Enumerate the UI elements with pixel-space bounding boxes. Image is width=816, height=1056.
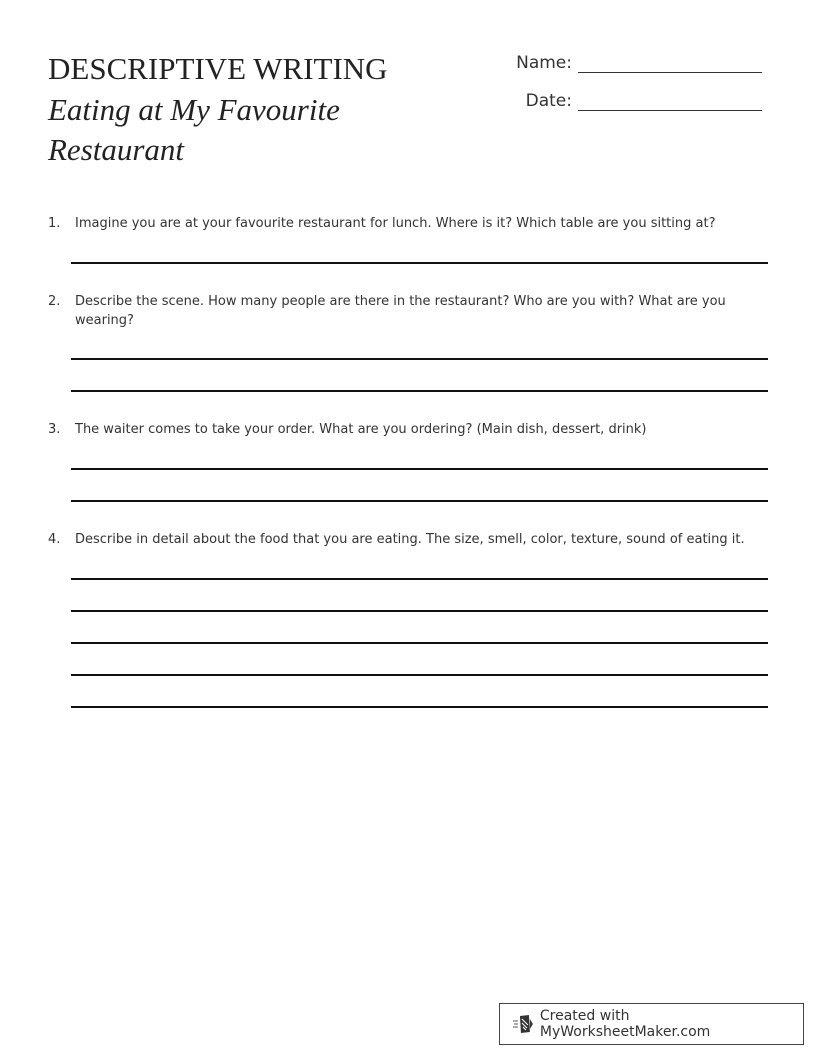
answer-line[interactable] bbox=[71, 674, 768, 676]
date-input-line[interactable] bbox=[578, 90, 762, 111]
answer-line[interactable] bbox=[71, 642, 768, 644]
worksheet-logo-icon bbox=[512, 1013, 534, 1035]
question-number: 3. bbox=[48, 422, 61, 437]
answer-line[interactable] bbox=[71, 468, 768, 470]
answer-line[interactable] bbox=[71, 358, 768, 360]
answer-line[interactable] bbox=[71, 610, 768, 612]
question-text: Describe the scene. How many people are there in the restaurant? Who are you with? What are you wearing? bbox=[75, 294, 726, 328]
answer-line[interactable] bbox=[71, 500, 768, 502]
question-3 bbox=[48, 420, 768, 439]
worksheet-title: DESCRIPTIVE WRITING bbox=[48, 51, 388, 86]
created-with-text: Created with MyWorksheetMaker.com bbox=[539, 1008, 711, 1040]
question-text: The waiter comes to take your order. What are you ordering? (Main dish, dessert, drink) bbox=[75, 422, 647, 437]
answer-line[interactable] bbox=[71, 262, 768, 264]
question-2 bbox=[48, 292, 768, 330]
name-input-line[interactable] bbox=[578, 52, 762, 73]
question-number: 1. bbox=[48, 216, 61, 231]
date-field[interactable] bbox=[512, 90, 762, 111]
question-number: 2. bbox=[48, 294, 61, 309]
question-text: Imagine you are at your favourite restaurant for lunch. Where is it? Which table are you sitting at? bbox=[75, 216, 716, 231]
answer-line[interactable] bbox=[71, 578, 768, 580]
answer-line[interactable] bbox=[71, 706, 768, 708]
question-number: 4. bbox=[48, 532, 61, 547]
question-1 bbox=[48, 214, 768, 233]
date-label: Date: bbox=[525, 91, 572, 111]
name-label: Name: bbox=[516, 53, 572, 73]
worksheet-subtitle: Eating at My Favourite Restaurant bbox=[48, 92, 340, 167]
question-text: Describe in detail about the food that you are eating. The size, smell, color, texture, sound of eating it. bbox=[75, 532, 745, 547]
answer-line[interactable] bbox=[71, 390, 768, 392]
question-4 bbox=[48, 530, 768, 549]
name-field[interactable] bbox=[512, 52, 762, 73]
created-with-badge[interactable] bbox=[499, 1003, 804, 1045]
